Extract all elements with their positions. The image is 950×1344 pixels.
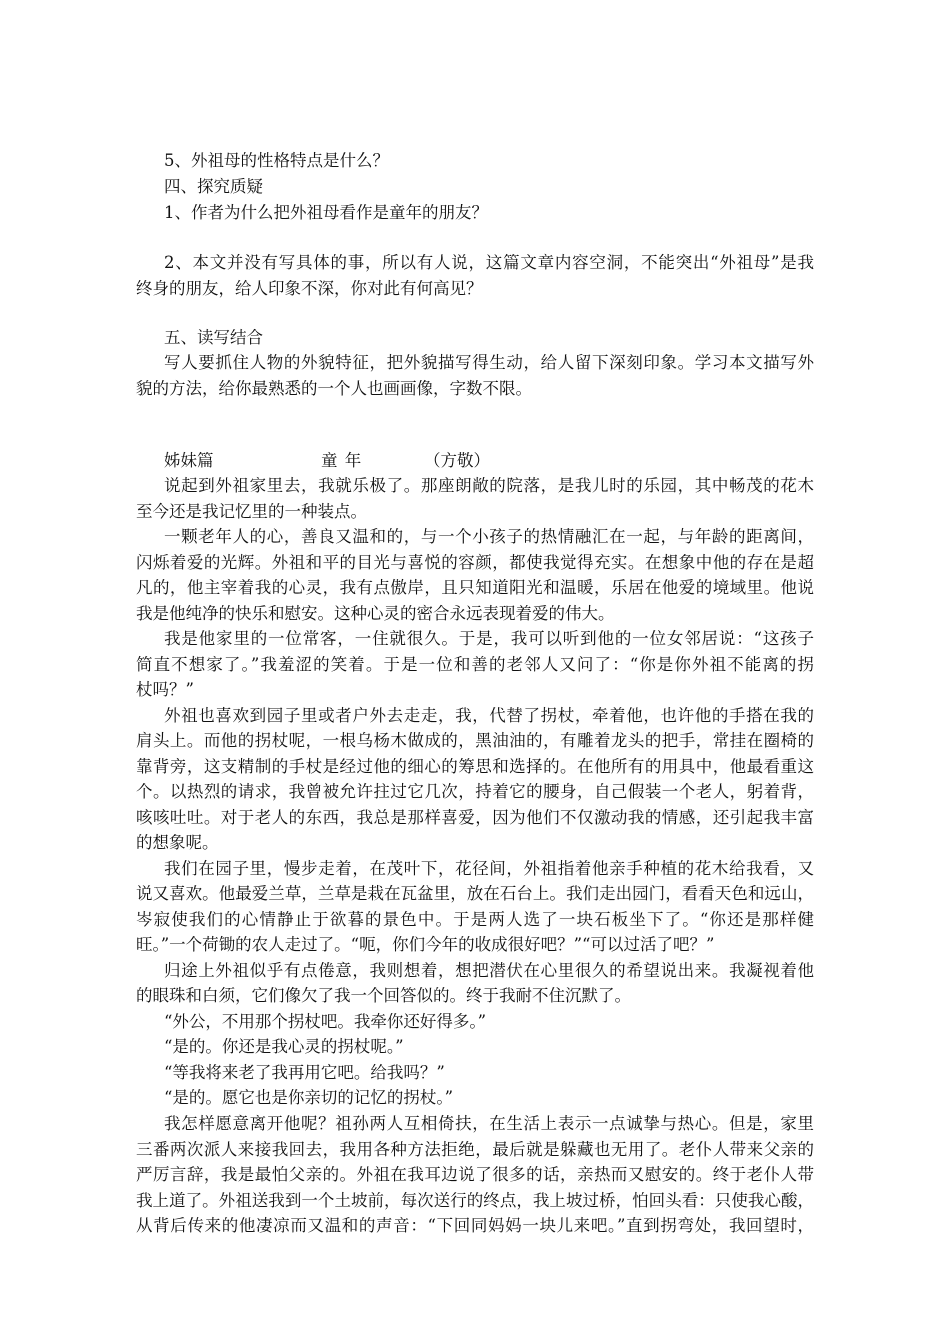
article-line: 我是他纯净的快乐和慰安。这种心灵的密合永远表现着爱的伟大。 xyxy=(136,604,615,623)
article-line: 旺。”一个荷锄的农人走过了。“呃，你们今年的收成很好吧？”“可以过活了吧？” xyxy=(136,935,715,954)
article-line: 严厉言辞，我是最怕父亲的。外祖在我耳边说了很多的话，亲热而又慰安的。终于老仆人带 xyxy=(136,1165,814,1184)
article-line: 个。以热烈的请求，我曾被允许拄过它几次，持着它的腰身，自己假装一个老人，躬着背， xyxy=(136,782,814,801)
article-line: 杖吗？” xyxy=(136,680,194,699)
article-line: 我们在园子里，慢步走着，在茂叶下，花径间，外祖指着他亲手种植的花木给我看，又 xyxy=(164,859,814,878)
article-line: “外公，不用那个拐杖吧。我牵你还好得多。” xyxy=(164,1012,487,1031)
article-line: “等我将来老了我再用它吧。给我吗？” xyxy=(164,1063,445,1082)
article-line: “是的。愿它也是你亲切的记忆的拐杖。” xyxy=(164,1088,454,1107)
article-line: 闪烁着爱的光辉。外祖和平的目光与喜悦的容颜，都使我觉得充实。在想象中他的存在是超 xyxy=(136,553,814,572)
article-line: 凡的，他主宰着我的心灵，我有点傲岸，且只知道阳光和温暖，乐居在他爱的境域里。他说 xyxy=(136,578,814,597)
article-line: 归途上外祖似乎有点倦意，我则想着，想把潜伏在心里很久的希望说出来。我凝视着他 xyxy=(164,961,814,980)
article-line: 说又喜欢。他最爱兰草，兰草是栽在瓦盆里，放在石台上。我们走出园门，看看天色和远山， xyxy=(136,884,814,903)
section-5-heading: 五、读写结合 xyxy=(164,328,263,347)
article-line: 我怎样愿意离开他呢？祖孙两人互相倚扶，在生活上表示一点诚挚与热心。但是，家里 xyxy=(164,1114,814,1133)
question-1: 1、作者为什么把外祖母看作是童年的朋友？ xyxy=(164,203,488,222)
writing-task-line-1: 写人要抓住人物的外貌特征，把外貌描写得生动，给人留下深刻印象。学习本文描写外 xyxy=(164,353,814,372)
article-line: 的想象呢。 xyxy=(136,833,219,852)
article-category: 姊妹篇 xyxy=(164,451,214,470)
article-line: 从背后传来的他凄凉而又温和的声音：“下回同妈妈一块儿来吧。”直到拐弯处，我回望时， xyxy=(136,1216,814,1235)
article-line: 的眼珠和白须，它们像欠了我一个回答似的。终于我耐不住沉默了。 xyxy=(136,986,631,1005)
article-line: 靠背旁，这支精制的手杖是经过他的细心的筹思和选择的。在他所有的用具中，他最看重这 xyxy=(136,757,814,776)
article-line: 一颗老年人的心，善良又温和的，与一个小孩子的热情融汇在一起，与年龄的距离间， xyxy=(164,527,814,546)
article-line: 外祖也喜欢到园子里或者户外去走走，我，代替了拐杖，牵着他，也许他的手搭在我的 xyxy=(164,706,814,725)
article-line: 说起到外祖家里去，我就乐极了。那座朗敞的院落，是我儿时的乐园，其中畅茂的花木 xyxy=(164,476,814,495)
article-title: 童 年 xyxy=(321,451,363,470)
question-5: 5、外祖母的性格特点是什么？ xyxy=(164,151,389,170)
article-line: 我是他家里的一位常客，一住就很久。于是，我可以听到他的一位女邻居说：“这孩子 xyxy=(164,629,814,648)
writing-task-line-2: 貌的方法，给你最熟悉的一个人也画画像，字数不限。 xyxy=(136,379,532,398)
article-line: 简直不想家了。”我羞涩的笑着。于是一位和善的老邻人又问了：“你是你外祖不能离的拐 xyxy=(136,655,814,674)
article-line: 肩头上。而他的拐杖呢，一根乌杨木做成的，黑油油的，有雕着龙头的把手，常挂在圈椅的 xyxy=(136,731,814,750)
question-2-line-2: 终身的朋友，给人印象不深，你对此有何高见？ xyxy=(136,279,483,298)
article-line: 三番两次派人来接我回去，我用各种方法拒绝，最后就是躲藏也无用了。老仆人带来父亲的 xyxy=(136,1140,814,1159)
article-line: “是的。你还是我心灵的拐杖呢。” xyxy=(164,1037,404,1056)
section-4-heading: 四、探究质疑 xyxy=(164,177,263,196)
article-line: 至今还是我记忆里的一种装点。 xyxy=(136,502,367,521)
article-line: 岑寂使我们的心情静止于欲暮的景色中。于是两人选了一块石板坐下了。“你还是那样健 xyxy=(136,910,814,929)
article-line: 我上道了。外祖送我到一个土坡前，每次送行的终点，我上坡过桥，怕回头看：只使我心酸， xyxy=(136,1191,814,1210)
article-line: 咳咳吐吐。对于老人的东西，我总是那样喜爱，因为他们不仅激动我的情感，还引起我丰富 xyxy=(136,808,814,827)
article-author: （方敬） xyxy=(424,451,490,470)
question-2-line-1: 2、本文并没有写具体的事，所以有人说，这篇文章内容空洞，不能突出“外祖母”是我 xyxy=(164,253,814,272)
